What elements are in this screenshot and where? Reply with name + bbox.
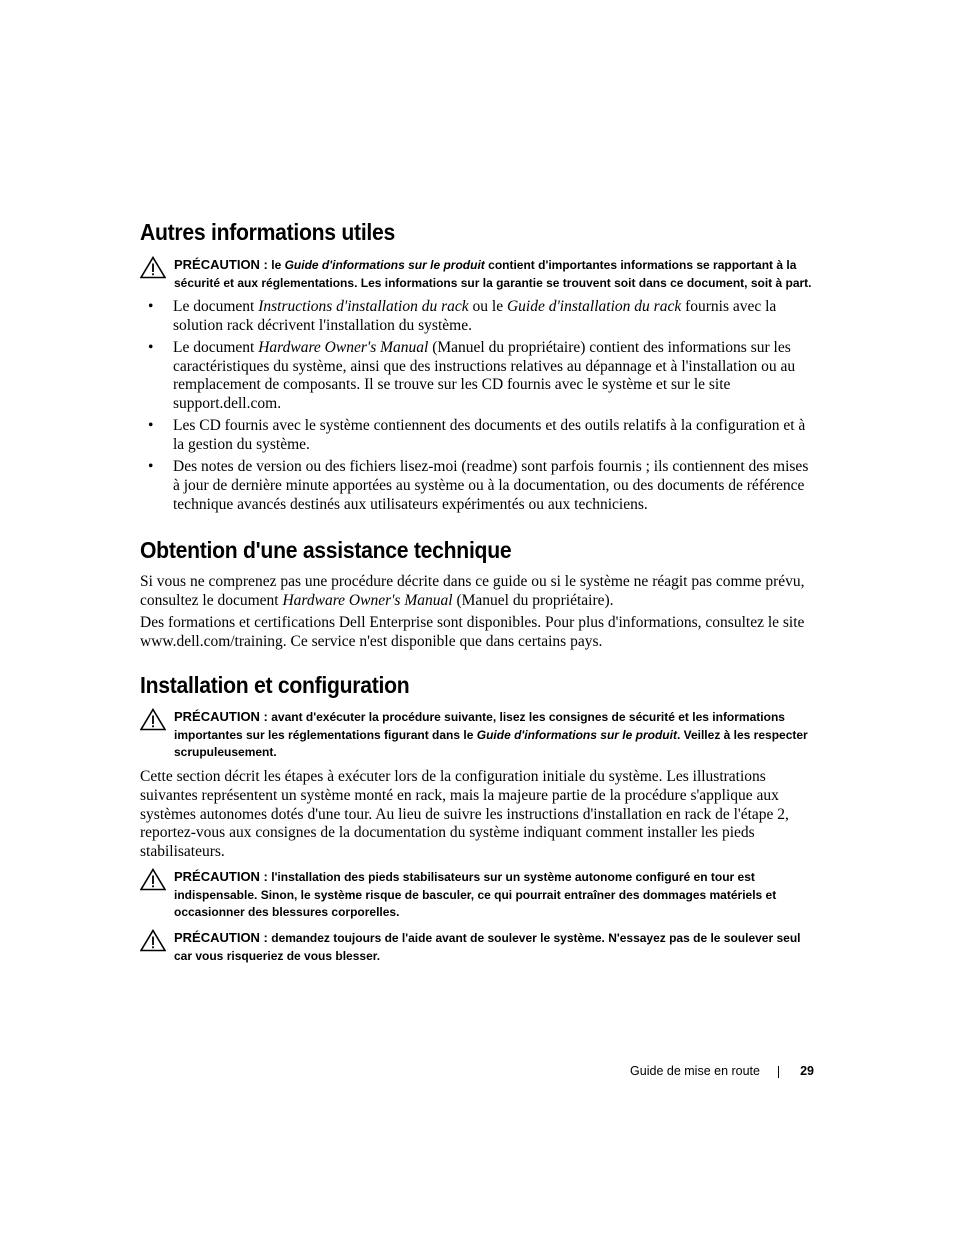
warning-triangle-icon	[140, 256, 166, 279]
footer-separator	[778, 1066, 779, 1078]
caution-text-post: contient d'importantes informations se rapportant à la sécurité et aux réglementations. Les informations sur la garantie se trouvent soit dans ce document, soit à part.	[174, 258, 812, 290]
list-item	[140, 458, 815, 514]
warning-triangle-icon	[140, 868, 166, 891]
heading-installation-configuration: Installation et configuration	[140, 672, 410, 698]
doc-title-italic: Hardware Owner's Manual	[282, 592, 453, 609]
caution-text	[174, 929, 812, 965]
caution-text-pre: avant d'exécuter la procédure suivante, lisez les consignes de sécurité et les informations importantes sur les réglementations figurant dans le	[174, 710, 785, 742]
bullet-text: Le document	[173, 298, 259, 315]
footer-guide-title: Guide de mise en route	[630, 1064, 760, 1078]
caution-text	[174, 708, 812, 762]
caution-text	[174, 868, 812, 922]
bullet-text: Les CD fournis avec le système contiennent des documents et des outils relatifs à la configuration et à la gestion du système.	[173, 417, 806, 453]
doc-title-italic: Hardware Owner's Manual	[258, 338, 429, 356]
caution-block	[140, 708, 812, 762]
caution-text-post: . Veillez à les respecter scrupuleusement.	[174, 727, 808, 759]
caution-text-italic: Guide d'informations sur le produit	[284, 258, 485, 272]
bullet-text: Des notes de version ou des fichiers lisez-moi (readme) sont parfois fournis ; ils contiennent des mises à jour de dernière minute apportées au système ou à la documentation, ou des documents de référence technique avancés destinés aux utilisateurs expérimentés ou aux techniciens.	[173, 458, 809, 513]
list-item	[140, 298, 815, 335]
bullet-text: (Manuel du propriétaire) contient des informations sur les caractéristiques du système, ainsi que des instructions relatives au dépannage et à l'installation ou au remplacement de composants. Il se trouve sur les CD fournis avec le système et sur le site	[173, 338, 796, 394]
paragraph-text: (Manuel du propriétaire).	[452, 592, 614, 609]
heading-assistance-technique: Obtention d'une assistance technique	[140, 537, 512, 563]
caution-block	[140, 929, 812, 965]
caution-text	[174, 256, 812, 292]
doc-title-italic: Instructions d'installation du rack	[258, 298, 469, 315]
paragraph-assistance	[140, 572, 815, 610]
caution-text-body: l'installation des pieds stabilisateurs sur un système autonome configuré en tour est indispensable. Sinon, le système risque de basculer, ce qui pourrait entraîner des dommages matériels et occasionner des blessures corporelles.	[174, 870, 777, 919]
paragraph-text: Si vous ne comprenez pas une procédure décrite dans ce guide ou si le système ne réagit pas comme prévu, consultez le document	[140, 573, 805, 609]
caution-label: PRÉCAUTION :	[174, 709, 268, 724]
paragraph-installation: Cette section décrit les étapes à exécuter lors de la configuration initiale du système. Les illustrations suivantes représentent un système monté en rack, mais la majeure partie de la procédure s'applique aux systèmes autonomes dotés d'une tour. Au lieu de suivre les instructions d'installation en rack de l'étape 2, reportez-vous aux consignes de la documentation du système indiquant comment installer les pieds stabilisateurs.	[140, 768, 789, 861]
warning-triangle-icon	[140, 708, 166, 731]
page-number: 29	[800, 1064, 814, 1078]
bullet-text: ou le	[468, 298, 507, 315]
bullet-dot: •	[148, 417, 154, 435]
bullet-dot: •	[148, 338, 154, 356]
page-footer	[600, 1062, 814, 1080]
bullet-text: fournis avec la solution rack décrivent l'installation du système.	[173, 298, 777, 334]
caution-label: PRÉCAUTION :	[174, 257, 268, 272]
bullet-text: Le document	[173, 338, 259, 356]
doc-title-italic: Guide d'installation du rack	[506, 298, 682, 315]
list-item	[140, 417, 815, 454]
training-link[interactable]: www.dell.com/training	[140, 633, 283, 650]
caution-text-italic: Guide d'informations sur le produit	[476, 727, 677, 742]
bullet-list	[140, 298, 815, 518]
bullet-text: .	[277, 395, 282, 413]
caution-label: PRÉCAUTION :	[174, 869, 268, 884]
paragraph-text: Des formations et certifications Dell Enterprise sont disponibles. Pour plus d'informations, consultez le site	[140, 614, 805, 631]
caution-text-body: demandez toujours de l'aide avant de soulever le système. N'essayez pas de le soulever seul car vous risqueriez de vous blesser.	[174, 931, 801, 963]
caution-block	[140, 256, 812, 292]
caution-label: PRÉCAUTION :	[174, 930, 268, 945]
bullet-dot: •	[148, 458, 154, 476]
bullet-dot: •	[148, 298, 154, 315]
paragraph-formations	[140, 613, 815, 651]
caution-block	[140, 868, 812, 922]
warning-triangle-icon	[140, 929, 166, 952]
list-item	[140, 339, 815, 414]
support-link[interactable]: support.dell.com	[173, 395, 278, 413]
paragraph-text: . Ce service n'est disponible que dans certains pays.	[282, 633, 603, 650]
caution-text-pre: le	[271, 258, 282, 272]
heading-autres-informations: Autres informations utiles	[140, 219, 396, 245]
